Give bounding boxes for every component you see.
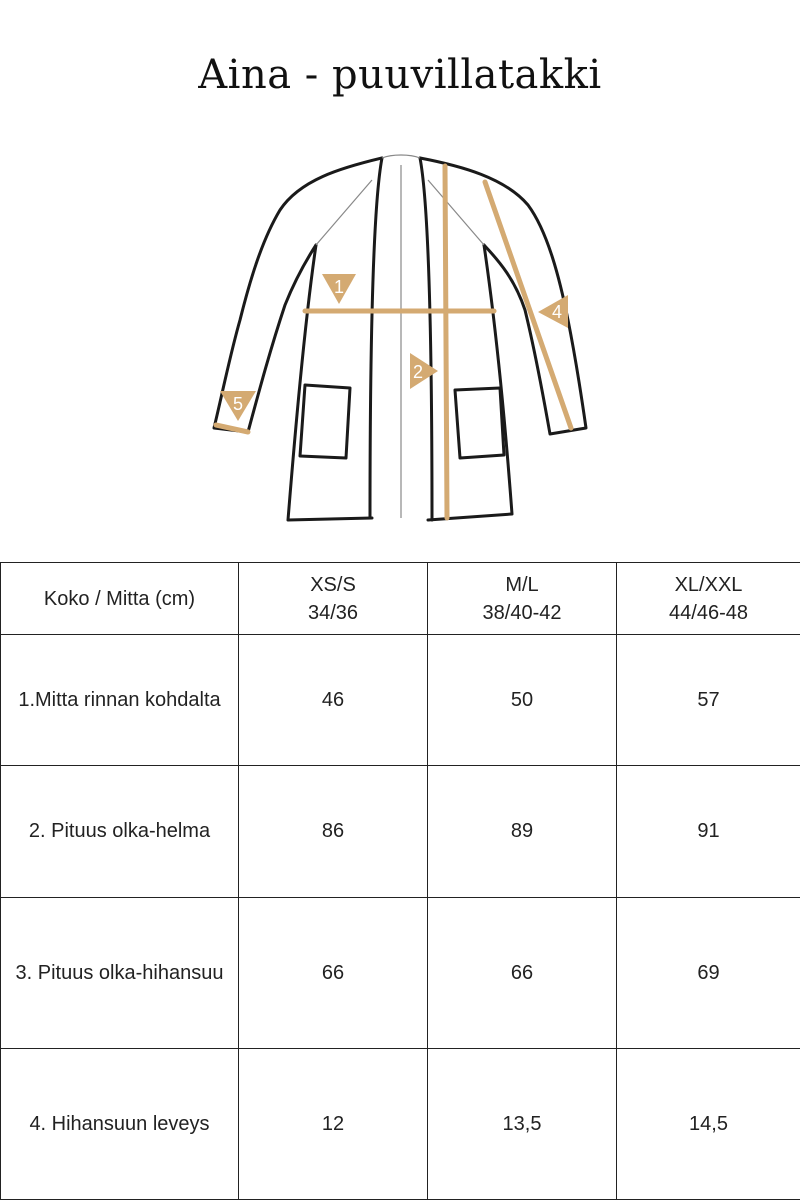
marker-label-2: 2 [412, 362, 424, 382]
size-eu: 44/46-48 [669, 601, 748, 624]
table-row [1, 635, 800, 766]
size-name: XL/XXL [674, 573, 743, 596]
size-name: M/L [505, 573, 539, 596]
cell-value: 12 [239, 1048, 428, 1199]
measure-line-2 [445, 166, 447, 518]
table-header-row [1, 563, 800, 635]
cell-value: 50 [428, 635, 617, 766]
page-title: Aina - puuvillatakki [198, 52, 602, 98]
marker-label-4: 4 [551, 302, 563, 322]
header-size-xl-xxl [617, 563, 800, 635]
cell-value: 13,5 [428, 1048, 617, 1199]
cell-value: 91 [617, 766, 800, 897]
cell-value: 57 [617, 635, 800, 766]
header-size-xs-s [239, 563, 428, 635]
marker-labels [233, 277, 562, 414]
size-eu: 34/36 [307, 601, 359, 624]
cell-value: 66 [428, 897, 617, 1048]
raglan-seams [316, 155, 484, 518]
cell-value: 89 [428, 766, 617, 897]
row-label: 2. Pituus olka-helma [1, 766, 239, 897]
size-eu: 38/40-42 [482, 601, 562, 624]
marker-label-1: 1 [333, 277, 345, 297]
table-row [1, 766, 800, 897]
measurement-lines [216, 166, 571, 518]
size-chart-table [0, 562, 800, 1200]
size-name: XS/S [310, 573, 356, 596]
cell-value: 14,5 [617, 1048, 800, 1199]
row-label: 4. Hihansuun leveys [1, 1048, 239, 1199]
row-label: 1.Mitta rinnan kohdalta [1, 635, 239, 766]
table-row [1, 897, 800, 1048]
marker-label-5: 5 [232, 394, 244, 414]
header-label: Koko / Mitta (cm) [1, 563, 239, 635]
measure-line-5 [216, 425, 248, 432]
table-row [1, 1048, 800, 1199]
row-label: 3. Pituus olka-hihansuu [1, 897, 239, 1048]
cardigan-measurement-diagram [0, 140, 800, 550]
header-size-m-l [428, 563, 617, 635]
cell-value: 46 [239, 635, 428, 766]
cell-value: 66 [239, 897, 428, 1048]
cell-value: 86 [239, 766, 428, 897]
cardigan-outline [214, 158, 586, 520]
cell-value: 69 [617, 897, 800, 1048]
